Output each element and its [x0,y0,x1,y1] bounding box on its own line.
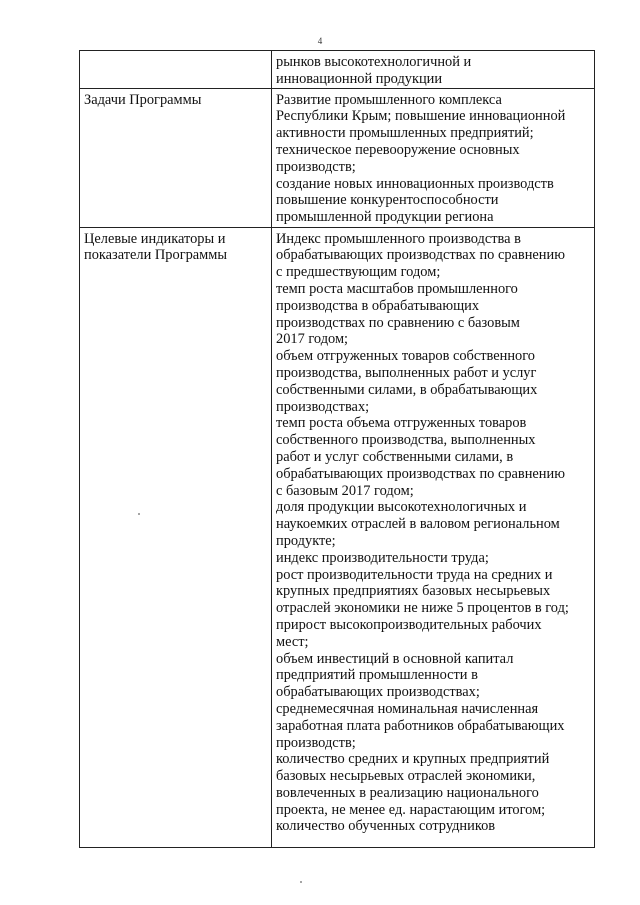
text-line: обрабатывающих производствах; [276,684,480,701]
label-line: показатели Программы [84,247,228,264]
row-label-empty [80,51,272,89]
text-line: работ и услуг собственными силами, в [276,448,514,465]
text-line: темп роста масштабов промышленного [276,280,518,297]
text-line: Республики Крым; повышение инновационной [276,108,566,125]
text-line: объем отгруженных товаров собственного [276,348,535,365]
text-line: активности промышленных предприятий; [276,125,534,142]
row-content-continuation [272,51,595,89]
text-line: крупных предприятиях базовых несырьевых [276,583,551,600]
row-label-indicators [80,227,272,847]
text-line: с базовым 2017 годом; [276,482,414,499]
text-line: рост производительности труда на средних и [276,566,553,583]
table-row-tasks [80,88,595,227]
text-line: обрабатывающих производствах по сравнению [276,247,565,264]
text-line: базовых несырьевых отраслей экономики, [276,768,536,785]
text-line: заработная плата работников обрабатывающих [276,717,565,734]
text-line: предприятий промышленности в [276,667,478,684]
text-line: создание новых инновационных производств [276,175,554,192]
text-line: техническое перевооружение основных [276,141,520,158]
text-line: собственными силами, в обрабатывающих [276,381,538,398]
text-line: количество обученных сотрудников [276,818,496,835]
text-line: производства в обрабатывающих [276,297,480,314]
table-row-indicators [80,227,595,847]
text-line: мест; [276,633,309,650]
text-line: производствах по сравнению с базовым [276,314,520,331]
row-content-tasks [272,88,595,227]
text-line: промышленной продукции региона [276,209,494,226]
text-line: инновационной продукции [276,70,443,87]
text-line: собственного производства, выполненных [276,432,536,449]
row-label-tasks: Задачи Программы [80,88,272,227]
text-line: производств; [276,734,356,751]
text-line: темп роста объема отгруженных товаров [276,415,527,432]
text-line: с предшествующим годом; [276,264,441,281]
scan-speck [138,513,140,515]
text-line: продукте; [276,532,336,549]
text-line: повышение конкурентоспособности [276,192,499,209]
text-line: наукоемких отраслей в валовом региональном [276,516,560,533]
text-line: отраслей экономики не ниже 5 процентов в год; [276,600,569,617]
label-line: Целевые индикаторы и [84,230,226,247]
text-line: проекта, не менее ед. нарастающим итогом; [276,801,546,818]
text-line: среднемесячная номинальная начисленная [276,700,539,717]
text-line: рынков высокотехнологичной и [276,54,472,70]
text-line: количество средних и крупных предприятий [276,751,550,768]
text-line: обрабатывающих производствах по сравнению [276,465,565,482]
program-passport-table [79,50,595,848]
text-line: доля продукции высокотехнологичных и [276,499,527,516]
table-row-continuation [80,51,595,89]
scan-speck [300,881,302,883]
text-line: производствах; [276,398,370,415]
text-line: 2017 годом; [276,331,349,348]
text-line: производств; [276,158,356,175]
text-line: Индекс промышленного производства в [276,230,521,247]
page-number: 4 [317,36,323,46]
text-line: вовлеченных в реализацию национального [276,784,539,801]
text-line: объем инвестиций в основной капитал [276,650,514,667]
text-line: производства, выполненных работ и услуг [276,364,537,381]
text-line: Развитие промышленного комплекса [276,91,502,108]
text-line: индекс производительности труда; [276,549,489,566]
row-content-indicators [272,227,595,847]
text-line: прирост высокопроизводительных рабочих [276,616,542,633]
